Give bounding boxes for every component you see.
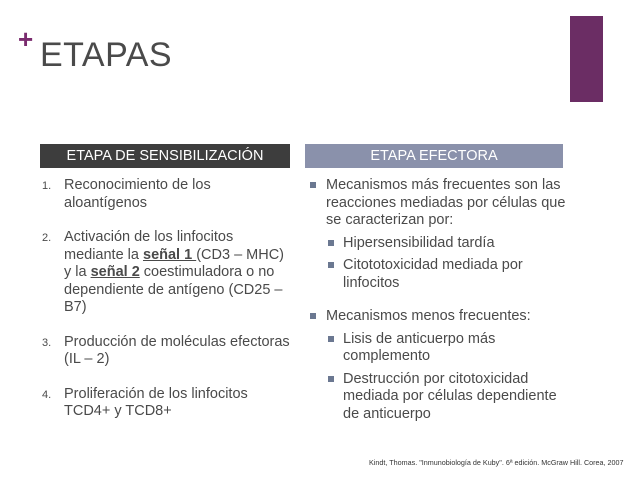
list-number: 4. — [42, 388, 52, 401]
accent-bar — [570, 16, 603, 102]
square-bullet-icon — [328, 262, 334, 268]
sub-item-text: Citototoxicidad mediada por linfocitos — [343, 257, 523, 291]
list-number: 2. — [42, 232, 52, 244]
list-item-text: Mecanismos menos frecuentes: — [326, 308, 531, 324]
square-bullet-icon — [328, 240, 334, 246]
sub-item-text: Destrucción por citotoxicidad mediada por células dependiente de anticuerpo — [343, 370, 557, 422]
effector-stage-header: ETAPA EFECTORA — [305, 144, 563, 168]
list-text-part: coestimuladora o no dependiente de antígeno (CD25 – B7) — [64, 264, 283, 315]
list-item — [307, 308, 569, 423]
list-number: 3. — [42, 336, 52, 349]
square-bullet-icon — [310, 182, 316, 188]
list-text-part: Activación de los linfocitos mediante la — [64, 229, 234, 263]
list-item — [42, 177, 292, 212]
sensitization-stage-header: ETAPA DE SENSIBILIZACIÓN — [40, 144, 290, 168]
sub-item-text: Lisis de anticuerpo más complemento — [343, 330, 496, 364]
list-item — [42, 334, 292, 369]
signal-1-label: señal 1 — [143, 246, 197, 263]
square-bullet-icon — [328, 336, 334, 342]
effector-list — [307, 177, 569, 423]
list-item — [307, 177, 569, 292]
sensitization-list — [42, 177, 292, 438]
list-item — [42, 229, 292, 317]
list-text-part: (CD3 – MHC) y la — [64, 246, 285, 280]
sub-item-text: Hipersensibilidad tardía — [343, 234, 495, 251]
square-bullet-icon — [310, 313, 316, 319]
sub-list-item — [326, 257, 569, 292]
sub-list-item — [326, 331, 569, 366]
list-item-text: Producción de moléculas efectoras (IL – 2) — [64, 333, 290, 367]
signal-2-label: señal 2 — [90, 264, 140, 280]
citation: Kindt, Thomas. "Inmunobiología de Kuby". 6ª edición. McGraw Hill. Corea, 2007 — [369, 458, 624, 467]
plus-icon: + — [18, 24, 34, 54]
list-item-text: Reconocimiento de los aloantígenos — [64, 177, 211, 211]
list-number: 1. — [42, 180, 52, 192]
list-item-text: Proliferación de los linfocitos TCD4+ y TCD8+ — [64, 385, 248, 419]
sub-list-item — [326, 235, 569, 253]
sub-list-item — [326, 371, 569, 424]
list-item-text: Mecanismos más frecuentes son las reacciones mediadas por células que se caracterizan por: — [326, 177, 566, 228]
list-item-text — [64, 229, 284, 315]
slide-title: ETAPAS — [40, 36, 173, 74]
square-bullet-icon — [328, 376, 334, 382]
list-item — [42, 386, 292, 421]
